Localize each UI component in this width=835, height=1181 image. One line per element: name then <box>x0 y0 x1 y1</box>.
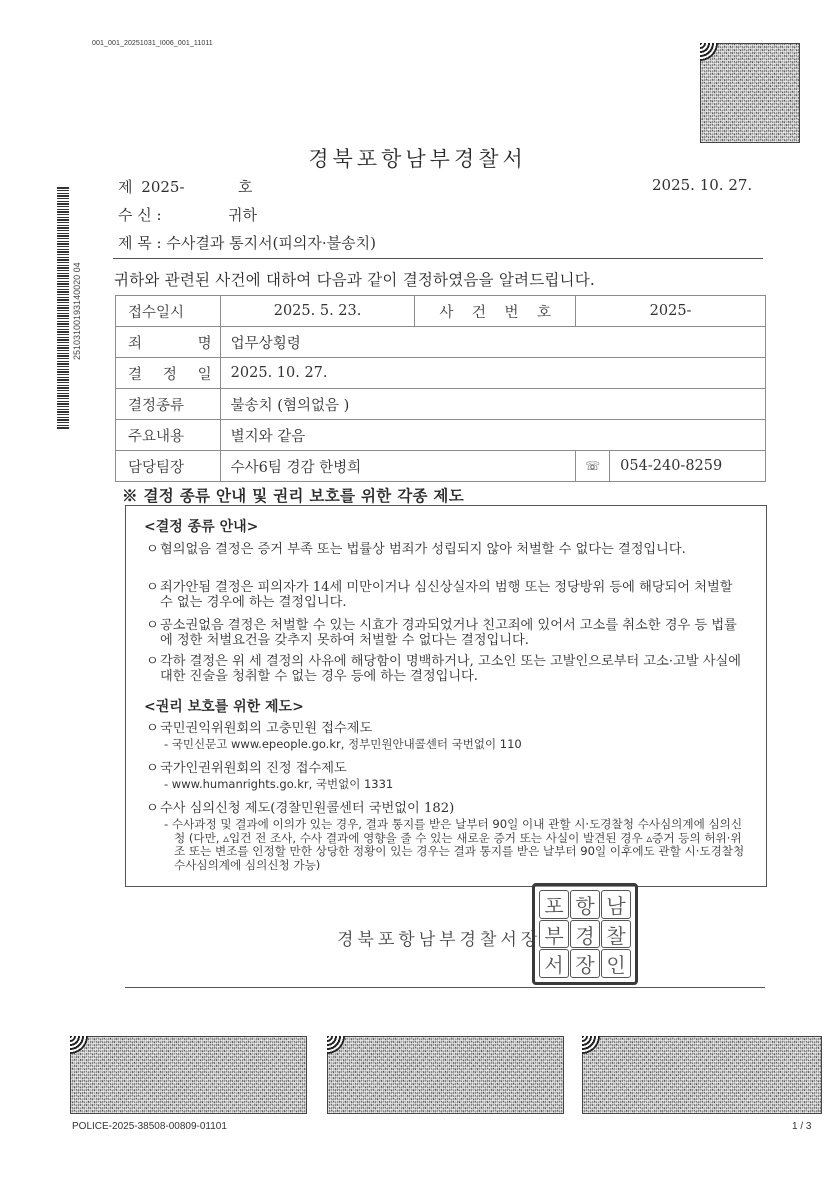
case-number: 2025- <box>576 296 766 327</box>
seal-char: 포 <box>539 890 569 919</box>
table-row <box>116 296 766 327</box>
table-row <box>116 327 766 358</box>
decision-type: 불송치 (혐의없음 ) <box>220 389 765 420</box>
list-item-detail: - www.humanrights.go.kr, 국번없이 1331 <box>164 777 394 791</box>
offense-name: 업무상횡령 <box>220 327 765 358</box>
row-label: 결정종류 <box>116 389 221 420</box>
document-footer-id: POLICE-2025-38508-00809-01101 <box>72 1121 227 1132</box>
list-item: ㅇ수사 심의신청 제도(경찰민원콜센터 국번없이 182) <box>146 801 455 816</box>
receipt-date: 2025. 5. 23. <box>220 296 415 327</box>
bullet-icon: ㅇ <box>146 761 159 776</box>
doc-no-suffix: 호 <box>238 178 253 196</box>
table-row <box>116 358 766 389</box>
2d-barcode-bottom-3 <box>582 1036 822 1114</box>
list-item-detail: - 수사과정 및 결과에 이의가 있는 경우, 결과 통지를 받은 날부터 90일 이내 관할 시·도경찰청 수사심의계에 심의신청 (다만, ▵입건 전 조사, 수사 결과에 영향을 줄 수 있는 새로운 증거 또는 사실이 발견된 경우 ▵증거 등의 허위·위조 또는 변조를 인정할 만한 상당한 정황이 있는 경우는 결과 통지를 받은 날부터 90일 이후에도 관할 시·도경찰청 수사심의계에 심의신청 가능) <box>164 817 745 872</box>
vertical-barcode <box>57 187 69 430</box>
footer-divider <box>125 987 765 988</box>
document-number-line <box>118 176 253 197</box>
intro-text: 귀하와 관련된 사건에 대하여 다음과 같이 결정하였음을 알려드립니다. <box>114 271 596 289</box>
2d-barcode-bottom-1 <box>70 1036 307 1114</box>
table-row <box>116 451 766 482</box>
bullet-icon: ㅇ <box>146 580 159 595</box>
seal-char: 인 <box>601 949 631 978</box>
notice-box <box>125 505 767 887</box>
page-number: 1 / 3 <box>792 1121 812 1132</box>
subject-line <box>118 232 376 253</box>
official-seal <box>532 883 638 985</box>
barcode-finder-icon <box>582 1036 600 1054</box>
list-item-detail: - 국민신문고 www.epeople.go.kr, 정부민원안내콜센터 국번없이 110 <box>164 737 522 751</box>
recipient-line <box>118 204 257 225</box>
2d-barcode-top <box>700 43 800 143</box>
2d-barcode-bottom-2 <box>327 1036 564 1114</box>
bullet-icon: ㅇ <box>146 618 159 633</box>
row-label: 담당팀장 <box>116 451 221 482</box>
list-item: ㅇ공소권없음 결정은 처벌할 수 있는 시효가 경과되었거나 친고죄에 있어서 고소를 취소한 경우 등 법률에 정한 처벌요건을 갖추지 못하여 처벌할 수 없다는 결정입니다. <box>146 618 737 648</box>
subject: 수사결과 통지서(피의자·불송치) <box>166 234 376 252</box>
seal-char: 남 <box>601 890 631 919</box>
bullet-icon: ㅇ <box>146 542 159 557</box>
document-date: 2025. 10. 27. <box>652 176 753 194</box>
seal-char: 서 <box>539 949 569 978</box>
seal-char: 찰 <box>601 920 631 949</box>
row-label: 접수일시 <box>116 296 221 327</box>
scan-file-id: 001_001_20251031_I006_001_11011 <box>92 40 213 47</box>
row-label: 결 정 일 <box>116 358 221 389</box>
decision-date: 2025. 10. 27. <box>220 358 765 389</box>
organization-title: 경북포항남부경찰서 <box>308 147 527 171</box>
section-title-rights: <권리 보호를 위한 제도> <box>144 699 304 715</box>
seal-char: 장 <box>570 949 600 978</box>
list-item: ㅇ죄가안됨 결정은 피의자가 14세 미만이거나 심신상실자의 범행 또는 정당방위 등에 해당되어 처벌할 수 없는 경우에 하는 결정입니다. <box>146 580 733 610</box>
doc-no-label: 제 <box>118 178 133 196</box>
barcode-finder-icon <box>70 1036 88 1054</box>
row-label: 사 건 번 호 <box>415 296 576 327</box>
team-leader: 수사6팀 경감 한병희 <box>220 451 575 482</box>
barcode-finder-icon <box>327 1036 345 1054</box>
list-item: ㅇ혐의없음 결정은 증거 부족 또는 법률상 범죄가 성립되지 않아 처벌할 수 없다는 결정입니다. <box>146 542 686 557</box>
list-item: ㅇ국가인권위원회의 진정 접수제도 <box>146 761 347 776</box>
section-title-decision-types: <결정 종류 안내> <box>144 519 259 535</box>
subject-label: 제 목 : <box>118 234 162 252</box>
case-info-table <box>115 295 766 482</box>
recipient-label: 수 신 : <box>118 206 162 224</box>
table-row <box>116 420 766 451</box>
bullet-icon: ㅇ <box>146 801 159 816</box>
bullet-icon: ㅇ <box>146 721 159 736</box>
row-label: 죄 명 <box>116 327 221 358</box>
recipient: 귀하 <box>228 206 257 224</box>
main-content: 별지와 같음 <box>220 420 765 451</box>
row-label: 주요내용 <box>116 420 221 451</box>
seal-char: 부 <box>539 920 569 949</box>
barcode-finder-icon <box>700 43 718 61</box>
notice-heading: ※ 결정 종류 안내 및 권리 보호를 위한 각종 제도 <box>122 486 464 505</box>
bullet-icon: ㅇ <box>146 654 159 669</box>
phone-icon: ☏ <box>576 451 610 482</box>
seal-char: 항 <box>570 890 600 919</box>
table-row <box>116 389 766 420</box>
header-divider <box>113 258 763 259</box>
signer-name: 경북포항남부경찰서장 <box>337 930 542 950</box>
list-item: ㅇ각하 결정은 위 세 결정의 사유에 해당함이 명백하거나, 고소인 또는 고발인으로부터 고소·고발 사실에 대한 진술을 청취할 수 없는 경우 등에 하는 결정입니다. <box>146 654 741 684</box>
phone-number: 054-240-8259 <box>610 451 766 482</box>
doc-no: 2025- <box>141 178 185 196</box>
seal-char: 경 <box>570 920 600 949</box>
vertical-barcode-number: 25103100193140020 04 <box>72 262 82 360</box>
list-item: ㅇ국민권익위원회의 고충민원 접수제도 <box>146 721 373 736</box>
